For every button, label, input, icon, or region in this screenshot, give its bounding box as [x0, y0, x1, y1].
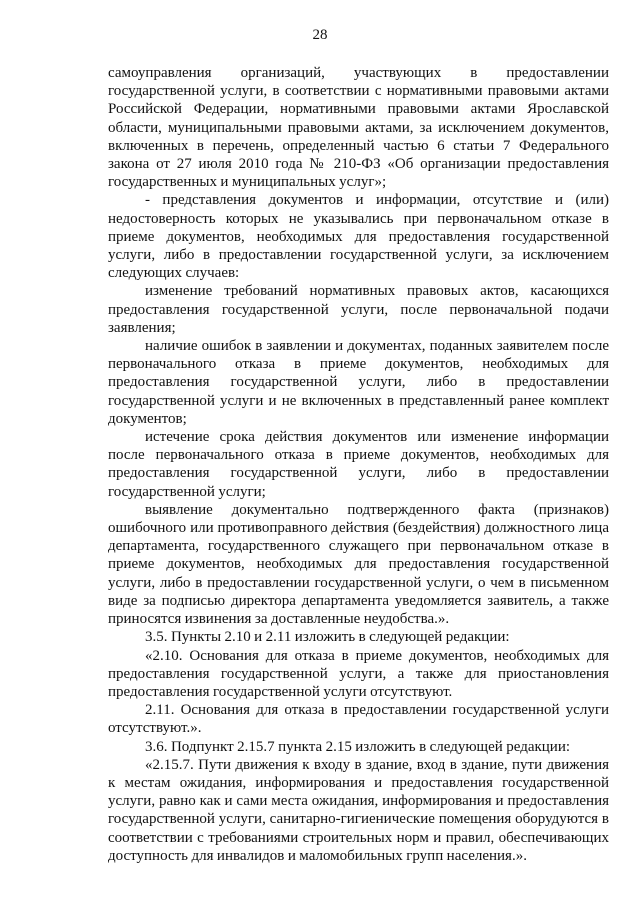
paragraph: самоуправления организаций, участвующих в предоставлении государственной услуги, в соответствии с нормативными правовыми актами Российской Федерации, нормативными правовыми актами Ярославской области, муниципальными правовыми актами, за исключением документов, включенных в перечень, определенный частью 6 статьи 7 Федерального закона от 27 июля 2010 года № 210-ФЗ «Об организации предоставления государственных и муниципальных услуг»; — [108, 65, 609, 191]
paragraph: 3.6. Подпункт 2.15.7 пункта 2.15 изложить в следующей редакции: — [145, 738, 571, 755]
page-number: 28 — [312, 27, 328, 43]
paragraph: выявление документально подтвержденного факта (признаков) ошибочного или противоправного действия (бездействия) должностного лица департамента, государственного служащего при первоначальном отказе в приеме документов, необходимых для предоставления государственной услуги, либо в предоставлении государственной услуги, о чем в письменном виде за подписью директора департамента уведомляется заявитель, а также приносятся извинения за доставленные неудобства.». — [108, 501, 609, 628]
paragraph: истечение срока действия документов или изменение информации после первоначального отказа в приеме документов, необходимых для предоставления государственной услуги, либо в предоставлении государственной услуги; — [108, 429, 609, 500]
paragraph: изменение требований нормативных правовых актов, касающихся предоставления государственной услуги, после первоначальной подачи заявления; — [108, 283, 609, 336]
paragraph: «2.10. Основания для отказа в приеме документов, необходимых для предоставления государственной услуги, а также для приостановления предоставления государственной услуги отсутствуют. — [108, 647, 609, 700]
paragraph: 2.11. Основания для отказа в предоставлении государственной услуги отсутствуют.». — [108, 702, 609, 737]
document-body — [108, 64, 609, 865]
paragraph: «2.15.7. Пути движения к входу в здание, вход в здание, пути движения к местам ожидания, информирования и предоставления государственной услуги, равно как и сами места ожидания, информирования и предоставления государственной услуги, санитарно-гигиенические помещения оборудуются в соответствии с требованиями строительных норм и правил, обеспечивающих доступность для инвалидов и маломобильных групп населения.». — [108, 756, 609, 864]
paragraph: 3.5. Пункты 2.10 и 2.11 изложить в следующей редакции: — [145, 629, 510, 646]
paragraph: - представления документов и информации, отсутствие и (или) недостоверность которых не указывались при первоначальном отказе в приеме документов, необходимых для предоставления государственной услуги, либо в предоставлении государственной услуги, за исключением следующих случаев: — [108, 192, 609, 282]
paragraph: наличие ошибок в заявлении и документах, поданных заявителем после первоначального отказа в приеме документов, необходимых для предоставления государственной услуги, либо в предоставлении государственной услуги и не включенных в представленный ранее комплект документов; — [108, 338, 609, 427]
